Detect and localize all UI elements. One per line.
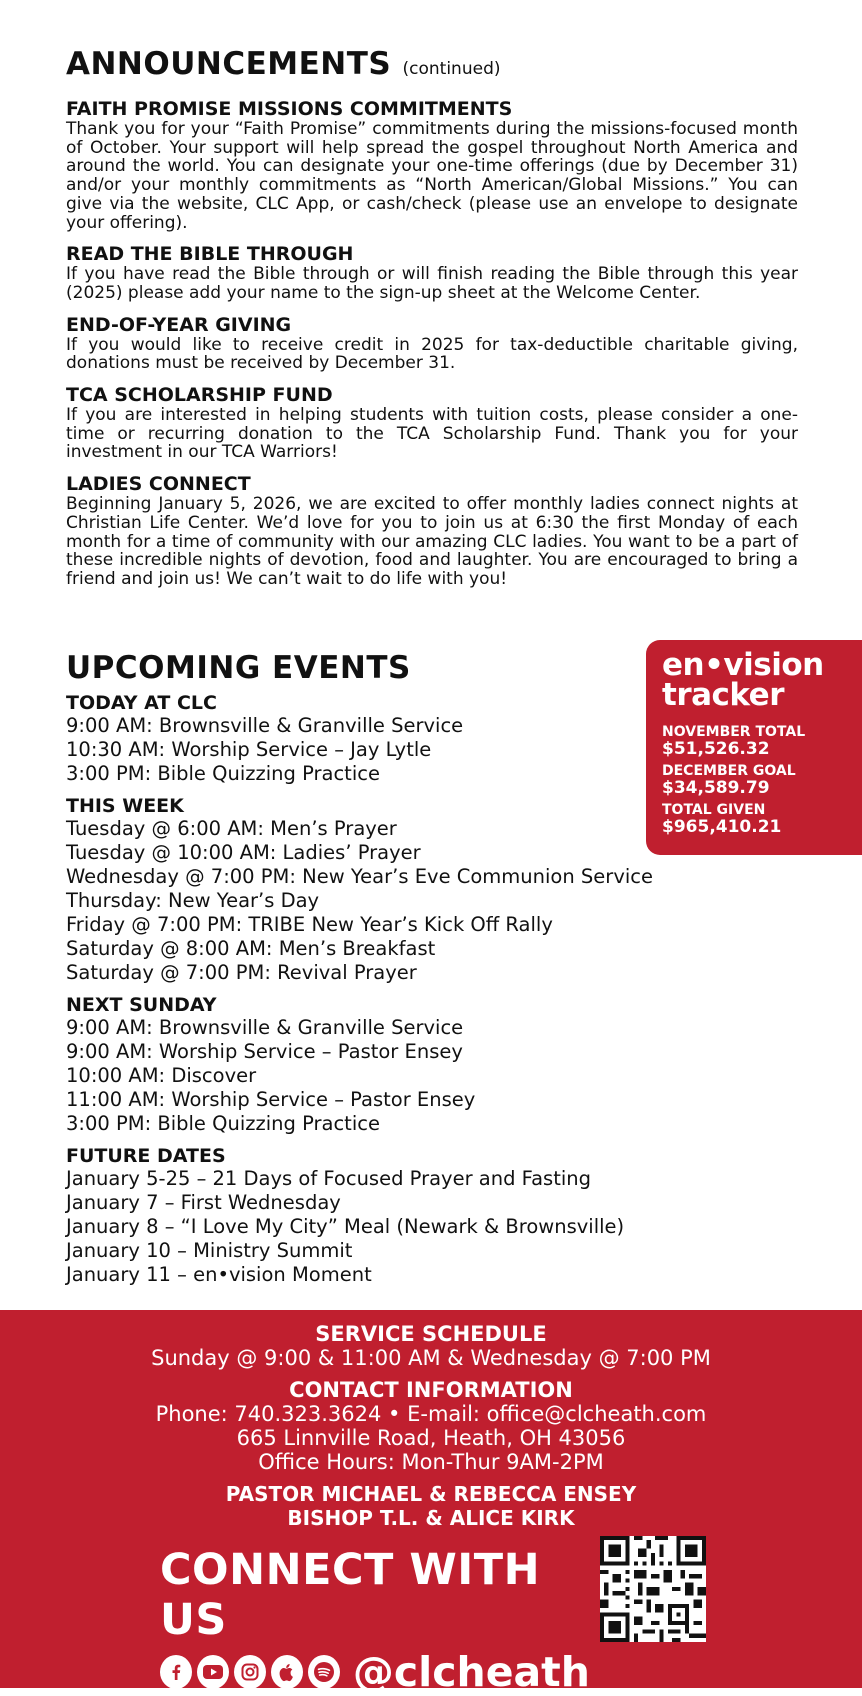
events-group-title: NEXT SUNDAY	[66, 994, 217, 1016]
qr-code[interactable]	[600, 1536, 706, 1642]
event-item: Saturday @ 7:00 PM: Revival Prayer	[66, 961, 417, 984]
tracker-item-total-given	[662, 802, 862, 837]
section-tca-scholarship	[66, 385, 798, 462]
section-read-bible	[66, 244, 798, 302]
bishop-names: BISHOP T.L. & ALICE KIRK	[287, 1506, 575, 1530]
event-item: Saturday @ 8:00 AM: Men’s Breakfast	[66, 937, 436, 960]
event-item: 9:00 AM: Worship Service – Pastor Ensey	[66, 1040, 463, 1063]
section-body: If you would like to receive credit in 2025 for tax-deductible charitable giving, donations must be received by December 31.	[66, 334, 798, 374]
event-item: 3:00 PM: Bible Quizzing Practice	[66, 762, 380, 785]
upcoming-events	[66, 648, 686, 1287]
event-item: January 10 – Ministry Summit	[66, 1239, 353, 1262]
event-item: January 8 – “I Love My City” Meal (Newark & Brownsville)	[66, 1215, 625, 1238]
tracker-value: $34,589.79	[662, 778, 770, 798]
event-item: Tuesday @ 10:00 AM: Ladies’ Prayer	[66, 841, 421, 864]
contact-hours: Office Hours: Mon-Thur 9AM-2PM	[258, 1450, 604, 1474]
footer	[0, 1310, 862, 1696]
events-group-this-week	[66, 795, 686, 985]
section-title: END-OF-YEAR GIVING	[66, 313, 292, 336]
youtube-icon[interactable]	[197, 1655, 229, 1689]
event-item: 9:00 AM: Brownsville & Granville Service	[66, 1016, 464, 1039]
announcements-subtitle: (continued)	[402, 59, 501, 79]
spotify-icon[interactable]	[308, 1655, 340, 1689]
tracker-item-december-goal	[662, 763, 862, 798]
social-row	[160, 1649, 590, 1695]
event-item: 10:00 AM: Discover	[66, 1064, 257, 1087]
apple-icon[interactable]	[271, 1655, 303, 1689]
facebook-icon[interactable]	[160, 1655, 192, 1689]
event-item: Wednesday @ 7:00 PM: New Year’s Eve Communion Service	[66, 865, 653, 888]
contact-phone-email: Phone: 740.323.3624 • E-mail: office@clcheath.com	[155, 1402, 707, 1426]
event-item: 10:30 AM: Worship Service – Jay Lytle	[66, 738, 432, 761]
announcements-title	[66, 44, 798, 89]
event-item: Thursday: New Year’s Day	[66, 889, 320, 912]
schedule-title: SERVICE SCHEDULE	[315, 1322, 547, 1346]
event-item: January 7 – First Wednesday	[66, 1191, 341, 1214]
section-title: FAITH PROMISE MISSIONS COMMITMENTS	[66, 98, 513, 120]
tracker-label: TOTAL GIVEN	[662, 802, 766, 818]
event-item: 3:00 PM: Bible Quizzing Practice	[66, 1112, 380, 1135]
events-group-next-sunday	[66, 994, 686, 1136]
events-group-title: TODAY AT CLC	[66, 692, 217, 714]
section-end-of-year	[66, 315, 798, 373]
instagram-icon[interactable]	[234, 1655, 266, 1689]
announcements-title-text: ANNOUNCEMENTS	[66, 46, 392, 82]
section-body: If you are interested in helping students with tuition costs, please consider a one-time or recurring donation to the TCA Scholarship Fund. Thank you for your investment in our TCA Warriors!	[66, 405, 798, 463]
event-item: Friday @ 7:00 PM: TRIBE New Year’s Kick Off Rally	[66, 913, 553, 936]
section-body: Beginning January 5, 2026, we are excited to offer monthly ladies connect nights at Christian Life Center. We’d love for you to join us at 6:30 the first Monday of each month for a time of community with our amazing CLC ladies. You want to be a part of these incredible nights of devotion, food and laughter. You are encouraged to bring a friend and join us! We can’t wait to do life with you!	[66, 494, 798, 589]
pastors-names: PASTOR MICHAEL & REBECCA ENSEY	[225, 1482, 637, 1506]
event-item: January 5-25 – 21 Days of Focused Prayer and Fasting	[66, 1167, 592, 1190]
schedule-text: Sunday @ 9:00 & 11:00 AM & Wednesday @ 7:00 PM	[151, 1346, 711, 1370]
social-handle[interactable]: @clcheath	[352, 1648, 590, 1696]
events-group-today	[66, 692, 686, 786]
connect-title: CONNECT WITH US	[160, 1545, 541, 1645]
tracker-value: $965,410.21	[662, 817, 782, 837]
section-faith-promise	[66, 99, 798, 232]
events-group-future-dates	[66, 1145, 686, 1287]
events-group-title: THIS WEEK	[66, 795, 184, 817]
events-title: UPCOMING EVENTS	[66, 650, 411, 686]
contact-title: CONTACT INFORMATION	[289, 1378, 573, 1402]
tracker-label: DECEMBER GOAL	[662, 763, 796, 779]
envision-tracker	[646, 640, 862, 855]
tracker-title-line2: tracker	[662, 677, 784, 713]
announcements	[66, 44, 798, 589]
event-item: 11:00 AM: Worship Service – Pastor Ensey	[66, 1088, 476, 1111]
event-item: January 11 – en•vision Moment	[66, 1263, 372, 1286]
connect-with-us	[160, 1545, 590, 1695]
section-ladies-connect	[66, 474, 798, 589]
section-body: Thank you for your “Faith Promise” commitments during the missions-focused month of October. Your support will help spread the gospel throughout North America and around the world. You can designate your one-time offerings (due by December 31) and/or your monthly commitments as “North American/Global Missions.” You can give via the website, CLC App, or cash/check (please use an envelope to designate your offering).	[66, 119, 798, 233]
tracker-value: $51,526.32	[662, 739, 770, 759]
contact-information	[0, 1378, 862, 1474]
event-item: Tuesday @ 6:00 AM: Men’s Prayer	[66, 817, 397, 840]
tracker-label: NOVEMBER TOTAL	[662, 724, 806, 740]
events-group-title: FUTURE DATES	[66, 1145, 226, 1167]
section-title: LADIES CONNECT	[66, 473, 251, 496]
service-schedule	[0, 1310, 862, 1370]
tracker-title-line1: en•vision	[662, 647, 824, 683]
section-body: If you have read the Bible through or will finish reading the Bible through this year (2025) please add your name to the sign-up sheet at the Welcome Center.	[66, 264, 798, 303]
tracker-item-november	[662, 724, 862, 759]
contact-address: 665 Linnville Road, Heath, OH 43056	[236, 1426, 626, 1450]
event-item: 9:00 AM: Brownsville & Granville Service	[66, 714, 464, 737]
section-title: READ THE BIBLE THROUGH	[66, 243, 354, 266]
leadership	[0, 1482, 862, 1530]
section-title: TCA SCHOLARSHIP FUND	[66, 384, 333, 407]
